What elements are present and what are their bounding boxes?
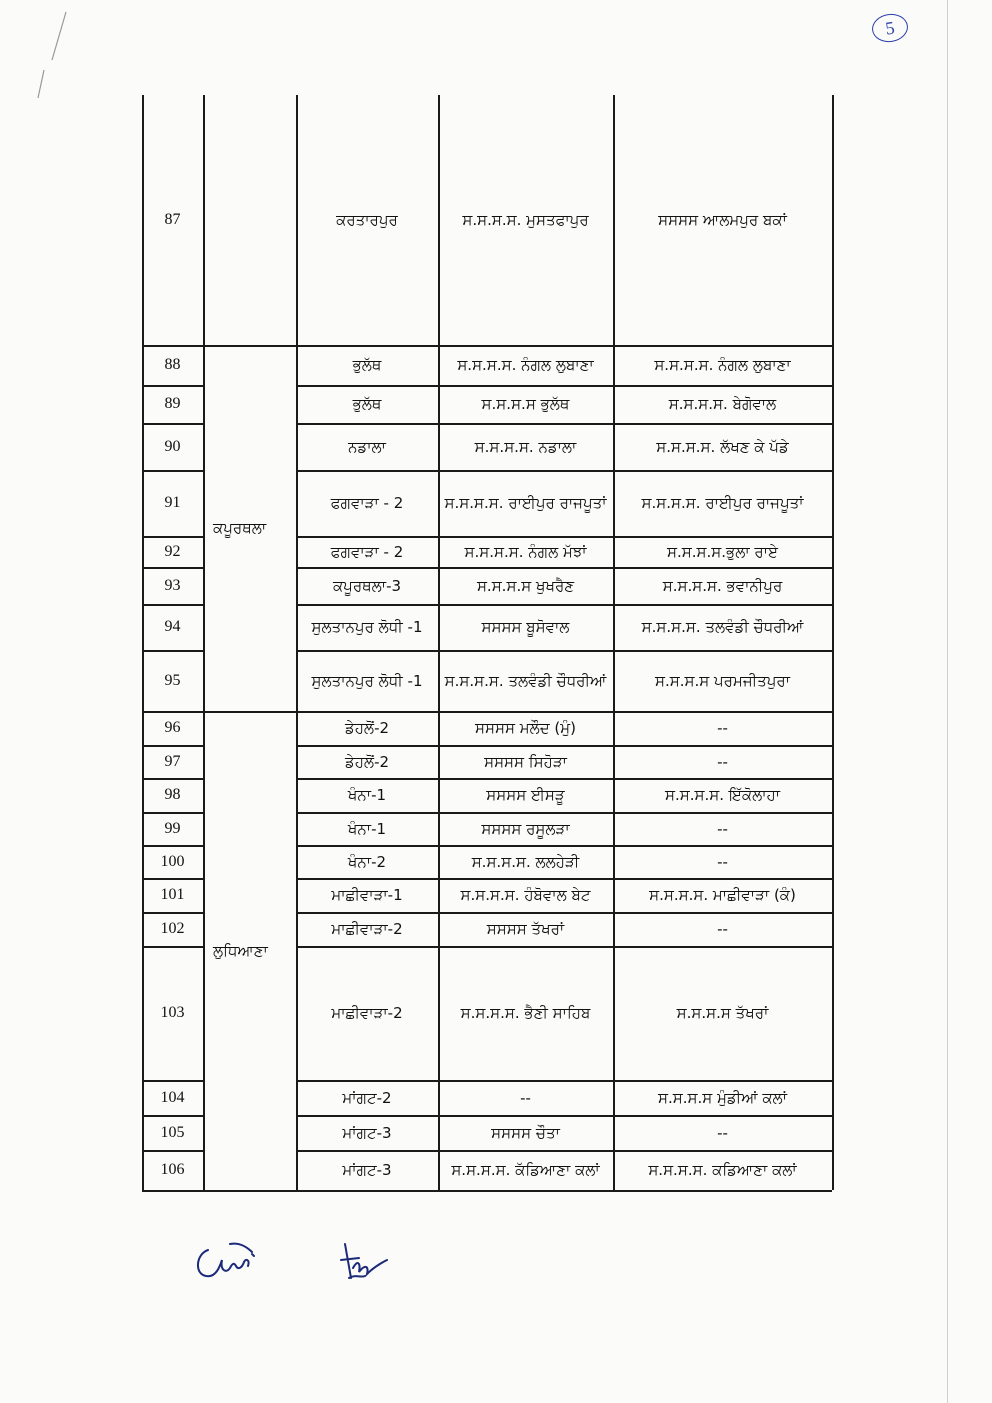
table-row-rule: [296, 385, 832, 387]
row-alternate-school: ਸ.ਸ.ਸ.ਸ. ਰਾਈਪੁਰ ਰਾਜਪੂਤਾਂ: [641, 494, 804, 512]
row-alternate-school: ਸ.ਸ.ਸ.ਸ.ਭੁਲਾ ਰਾਏ: [667, 542, 778, 561]
row-alternate-school: --: [717, 752, 728, 771]
row-serial-number: 96: [164, 719, 181, 736]
row-school-name: ਸ.ਸ.ਸ.ਸ. ਤਲਵੰਡੀ ਚੌਧਰੀਆਂ: [444, 671, 607, 690]
table-column-rule: [142, 95, 144, 1190]
table-row-rule: [142, 604, 203, 606]
row-block-name: ਭੁਲੱਥ: [352, 356, 382, 374]
table-row-rule: [142, 812, 203, 814]
row-school-name: ਸ.ਸ.ਸ.ਸ. ਕੱਡਿਆਣਾ ਕਲਾਂ: [451, 1161, 600, 1179]
row-block-name: ਮਾਂਗਟ-3: [342, 1123, 392, 1142]
table-row-rule: [142, 470, 203, 472]
row-block-name: ਕਰਤਾਰਪੁਰ: [336, 211, 398, 229]
row-school-name: ਸ.ਸ.ਸ.ਸ. ਲਲਹੇੜੀ: [471, 852, 580, 871]
table-row-rule: [296, 845, 832, 847]
row-serial-number: 95: [164, 671, 181, 689]
row-alternate-school: --: [717, 819, 728, 838]
row-serial-number: 87: [164, 211, 181, 228]
row-block-name: ਮਾਂਗਟ-2: [342, 1088, 392, 1107]
row-block-name: ਖੰਨਾ-1: [347, 819, 387, 838]
row-school-name: ਸਸਸਸ ਈਸੜੂ: [486, 786, 565, 804]
row-alternate-school: ਸ.ਸ.ਸ.ਸ. ਲੱਖਣ ਕੇ ਪੱਡੇ: [656, 437, 789, 456]
row-block-name: ਭੁਲੱਥ: [352, 395, 382, 413]
row-block-name: ਸੁਲਤਾਨਪੁਰ ਲੋਧੀ -1: [311, 671, 423, 690]
row-block-name: ਖੰਨਾ-2: [347, 852, 387, 871]
row-serial-number: 105: [160, 1123, 185, 1141]
row-school-name: ਸਸਸਸ ਤੱਖਰਾਂ: [486, 920, 565, 938]
table-row-rule: [142, 711, 832, 713]
row-school-name: ਸ.ਸ.ਸ.ਸ. ਭੈਣੀ ਸਾਹਿਬ: [460, 1004, 591, 1022]
row-serial-number: 103: [160, 1004, 185, 1021]
row-school-name: ਸ.ਸ.ਸ.ਸ ਖੁਖਰੈਣ: [476, 576, 575, 595]
row-serial-number: 94: [164, 618, 181, 635]
row-serial-number: 93: [164, 576, 181, 594]
row-alternate-school: ਸ.ਸ.ਸ.ਸ. ਭਵਾਨੀਪੁਰ: [662, 576, 783, 595]
row-alternate-school: ਸ.ਸ.ਸ.ਸ. ਕਡਿਆਣਾ ਕਲਾਂ: [648, 1161, 797, 1179]
table-row-rule: [142, 878, 203, 880]
table-row-rule: [296, 536, 832, 538]
scan-edge: [947, 0, 948, 1403]
row-alternate-school: ਸ.ਸ.ਸ.ਸ. ਇੱਕੋਲਾਹਾ: [665, 786, 780, 804]
row-alternate-school: ਸ.ਸ.ਸ.ਸ. ਤਲਵੰਡੀ ਚੌਧਰੀਆਂ: [641, 618, 804, 636]
table-row-rule: [296, 745, 832, 747]
table-row-rule: [142, 912, 203, 914]
row-serial-number: 89: [164, 395, 181, 412]
row-serial-number: 91: [164, 494, 181, 511]
scan-artifact: [30, 10, 70, 100]
table-row-rule: [296, 1080, 832, 1082]
row-serial-number: 101: [160, 886, 185, 903]
table-column-rule: [438, 95, 440, 1190]
row-block-name: ਮਾਛੀਵਾੜਾ-2: [331, 1004, 403, 1022]
row-serial-number: 102: [160, 920, 185, 937]
table-row-rule: [296, 1150, 832, 1152]
table-row-rule: [296, 878, 832, 880]
row-block-name: ਡੇਹਲੋਂ-2: [344, 752, 390, 771]
table-row-rule: [296, 946, 832, 948]
row-serial-number: 99: [164, 819, 181, 837]
row-school-name: ਸ.ਸ.ਸ.ਸ. ਰਾਈਪੁਰ ਰਾਜਪੂਤਾਂ: [444, 494, 607, 512]
row-school-name: ਸ.ਸ.ਸ.ਸ. ਨੰਗਲ ਮੱਝਾਂ: [464, 542, 587, 561]
row-serial-number: 98: [164, 786, 181, 803]
row-block-name: ਨਡਾਲਾ: [348, 437, 386, 456]
row-block-name: ਮਾਂਗਟ-3: [342, 1161, 392, 1179]
row-school-name: ਸਸਸਸ ਸਿਹੋੜਾ: [484, 752, 567, 771]
row-block-name: ਕਪੂਰਥਲਾ-3: [332, 576, 402, 595]
table-row-rule: [142, 536, 203, 538]
table-row-rule: [296, 604, 832, 606]
table-row-rule: [142, 1190, 832, 1192]
row-alternate-school: ਸ.ਸ.ਸ.ਸ. ਨੰਗਲ ਲੁਬਾਣਾ: [654, 356, 791, 374]
row-serial-number: 97: [164, 752, 181, 770]
row-alternate-school: ਸ.ਸ.ਸ.ਸ ਤੱਖਰਾਂ: [676, 1004, 769, 1022]
row-alternate-school: --: [717, 920, 728, 938]
page-number-mark: 5: [870, 12, 910, 45]
table-row-rule: [142, 567, 203, 569]
table-row-rule: [142, 778, 203, 780]
signature-2: [335, 1238, 395, 1288]
row-school-name: ਸ.ਸ.ਸ.ਸ. ਮੁਸਤਫਾਪੁਰ: [462, 211, 589, 229]
row-serial-number: 106: [160, 1161, 185, 1178]
row-block-name: ਖੰਨਾ-1: [347, 786, 387, 804]
row-serial-number: 92: [164, 542, 181, 560]
row-alternate-school: ਸਸਸਸ ਆਲਮਪੁਰ ਬਕਾਂ: [658, 211, 787, 229]
table-row-rule: [142, 946, 203, 948]
table-row-rule: [142, 1115, 203, 1117]
district-name: ਲੁਧਿਆਣਾ: [213, 941, 268, 960]
table-row-rule: [296, 470, 832, 472]
row-serial-number: 88: [164, 356, 181, 373]
table-row-rule: [142, 650, 203, 652]
row-school-name: ਸ.ਸ.ਸ.ਸ. ਨੰਗਲ ਲੁਬਾਣਾ: [457, 356, 594, 374]
row-alternate-school: --: [717, 719, 728, 737]
row-serial-number: 100: [160, 852, 185, 870]
table-row-rule: [296, 567, 832, 569]
row-school-name: ਸ.ਸ.ਸ.ਸ. ਹੰਬੋਵਾਲ ਬੇਟ: [460, 886, 591, 904]
row-alternate-school: --: [717, 1123, 728, 1142]
row-block-name: ਫਗਵਾੜਾ - 2: [330, 542, 404, 561]
table-row-rule: [142, 845, 203, 847]
table-column-rule: [613, 95, 615, 1190]
table-row-rule: [296, 650, 832, 652]
table-row-rule: [142, 423, 203, 425]
table-row-rule: [142, 745, 203, 747]
row-school-name: ਸਸਸਸ ਮਲੌਦ (ਮੁੰ): [474, 719, 576, 737]
signature-1: [190, 1230, 270, 1290]
table-column-rule: [832, 95, 834, 1190]
table-row-rule: [296, 778, 832, 780]
row-school-name: ਸਸਸਸ ਬੂਸੋਵਾਲ: [481, 618, 570, 636]
table-row-rule: [142, 345, 832, 347]
row-block-name: ਫਗਵਾੜਾ - 2: [330, 494, 404, 512]
row-school-name: ਸਸਸਸ ਚੌਤਾ: [491, 1123, 560, 1142]
row-alternate-school: ਸ.ਸ.ਸ.ਸ ਪਰਮਜੀਤਪੁਰਾ: [654, 671, 791, 690]
table-row-rule: [296, 1115, 832, 1117]
table-row-rule: [296, 812, 832, 814]
row-alternate-school: --: [717, 852, 728, 871]
row-school-name: ਸ.ਸ.ਸ.ਸ ਭੁਲੱਥ: [481, 395, 570, 413]
table-row-rule: [296, 912, 832, 914]
table-row-rule: [142, 385, 203, 387]
row-school-name: --: [520, 1088, 531, 1107]
table-row-rule: [142, 1080, 203, 1082]
row-block-name: ਸੁਲਤਾਨਪੁਰ ਲੋਧੀ -1: [311, 618, 423, 636]
row-alternate-school: ਸ.ਸ.ਸ.ਸ. ਮਾਛੀਵਾੜਾ (ਕੰ): [649, 886, 796, 904]
row-block-name: ਡੇਹਲੋਂ-2: [344, 719, 390, 737]
row-alternate-school: ਸ.ਸ.ਸ.ਸ ਮੁੰਡੀਆਂ ਕਲਾਂ: [658, 1088, 787, 1107]
table-column-rule: [296, 95, 298, 1190]
row-serial-number: 104: [160, 1088, 185, 1106]
row-school-name: ਸਸਸਸ ਰਸੂਲੜਾ: [481, 819, 570, 838]
table-row-rule: [296, 423, 832, 425]
row-school-name: ਸ.ਸ.ਸ.ਸ. ਨਡਾਲਾ: [474, 437, 577, 456]
district-name: ਕਪੂਰਥਲਾ: [213, 519, 267, 537]
row-serial-number: 90: [164, 437, 181, 455]
table-row-rule: [142, 1150, 203, 1152]
table-column-rule: [203, 95, 205, 1190]
row-alternate-school: ਸ.ਸ.ਸ.ਸ. ਬੇਗੋਵਾਲ: [668, 395, 777, 413]
row-block-name: ਮਾਛੀਵਾੜਾ-1: [331, 886, 403, 904]
row-block-name: ਮਾਛੀਵਾੜਾ-2: [331, 920, 403, 938]
